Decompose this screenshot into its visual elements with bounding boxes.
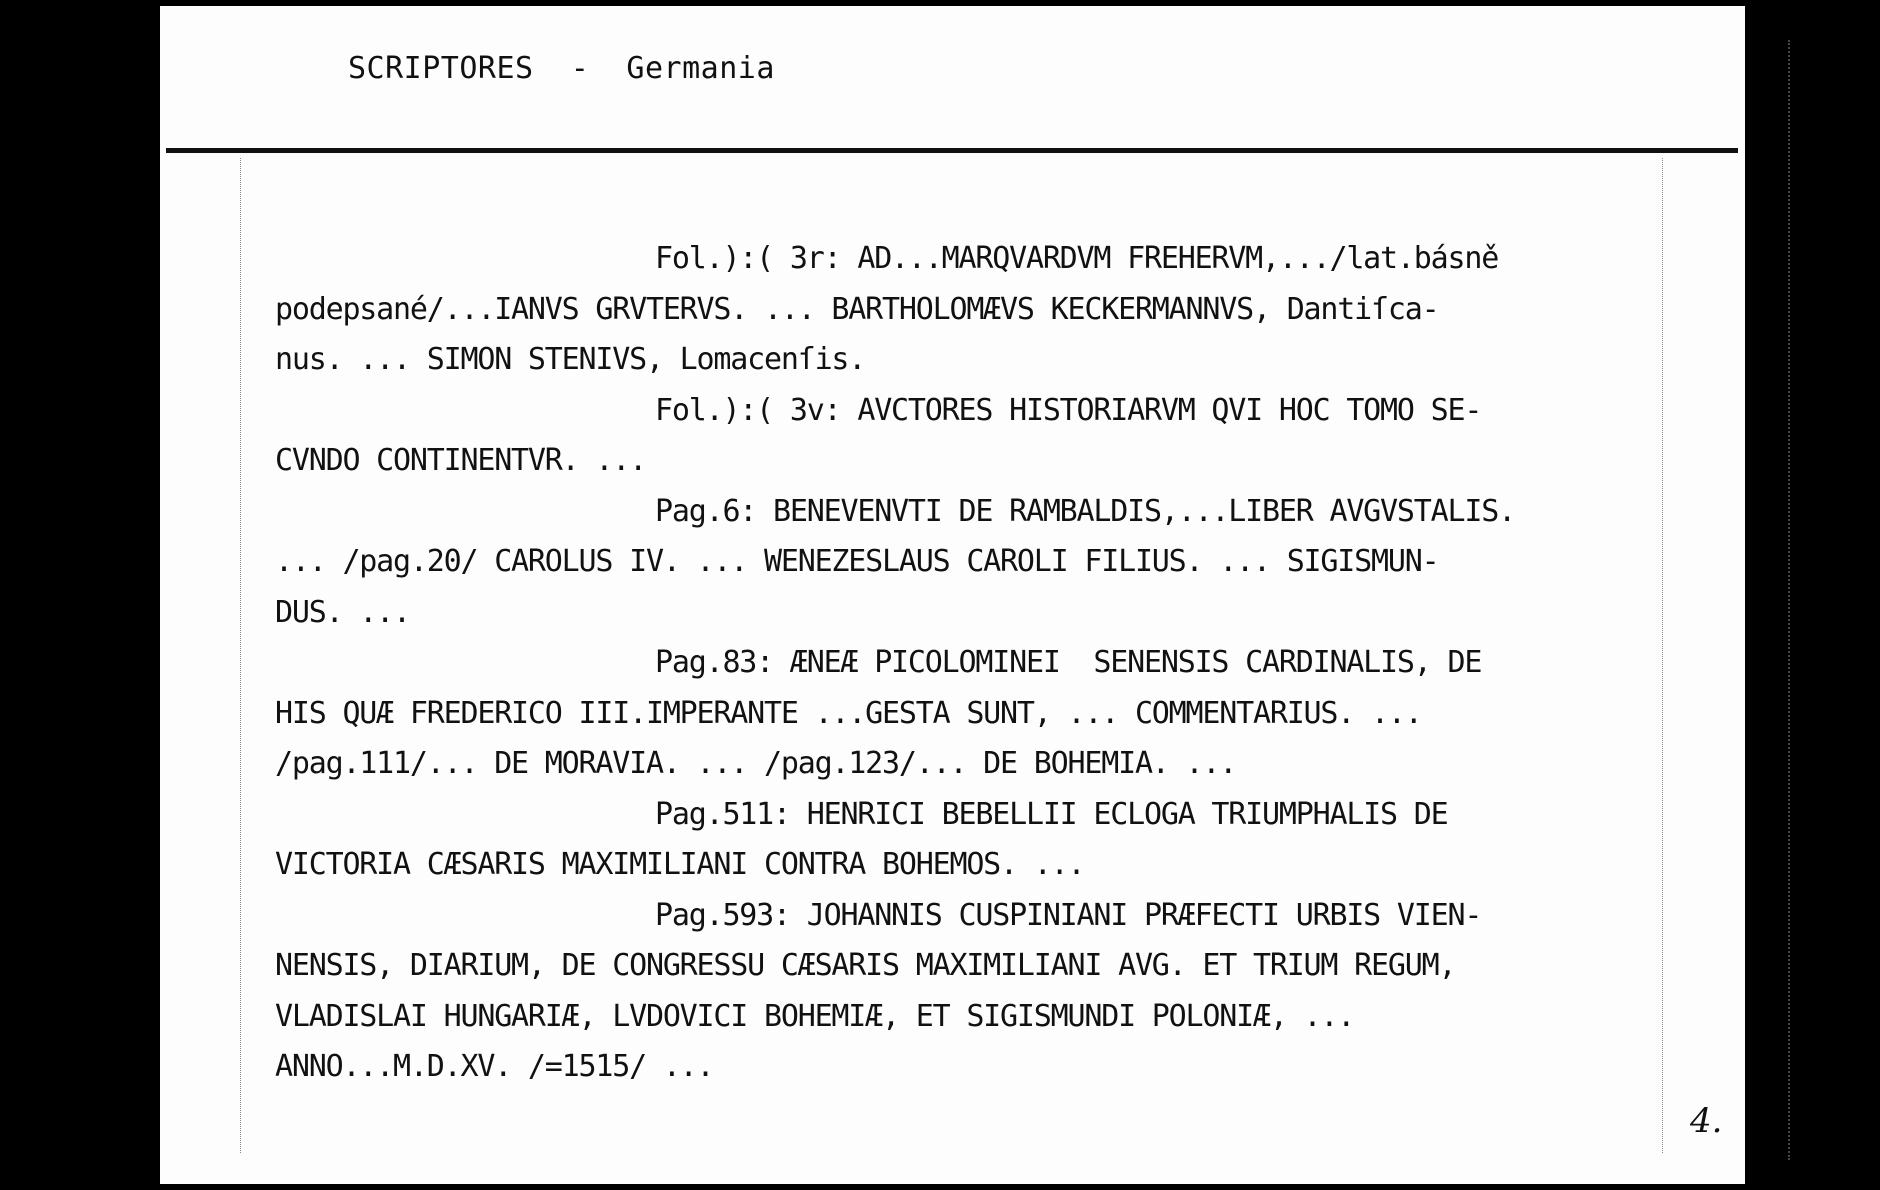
body-line: DUS. ... (275, 594, 410, 630)
body-line: nus. ... SIMON STENIVS, Lomacenſis. (275, 342, 866, 377)
body-line: VLADISLAI HUNGARIÆ, LVDOVICI BOHEMIÆ, ET SIGISMUNDI POLONIÆ, ... (275, 998, 1355, 1034)
handwritten-page-number: 4. (1690, 1101, 1723, 1141)
body-line: ANNO...M.D.XV. /=1515/ ... (275, 1049, 714, 1084)
body-line: Pag.6: BENEVENVTI DE RAMBALDIS,...LIBER AVGVSTALIS. (655, 493, 1515, 529)
card-heading: SCRIPTORES - Germania (348, 51, 775, 86)
body-line: Pag.511: HENRICI BEBELLII ECLOGA TRIUMPHALIS DE (655, 796, 1448, 832)
body-line: podepsané/...IANVS GRVTERVS. ... BARTHOLOMÆVS KECKERMANNVS, Dantiſca- (275, 291, 1439, 327)
heading-rule (166, 148, 1738, 153)
card-body (275, 234, 1650, 1093)
body-line: Pag.83: ÆNEÆ PICOLOMINEI SENENSIS CARDINALIS, DE (655, 645, 1482, 680)
left-margin-line (240, 158, 241, 1153)
body-line: Fol.):( 3v: AVCTORES HISTORIARVM QVI HOC TOMO SE- (655, 392, 1482, 428)
body-line: ... /pag.20/ CAROLUS IV. ... WENEZESLAUS CAROLI FILIUS. ... SIGISMUN- (275, 544, 1439, 579)
body-line: HIS QUÆ FREDERICO III.IMPERANTE ...GESTA SUNT, ... COMMENTARIUS. ... (275, 695, 1422, 731)
index-card (160, 6, 1745, 1184)
body-line: /pag.111/... DE MORAVIA. ... /pag.123/... DE BOHEMIA. ... (275, 746, 1237, 781)
body-line: CVNDO CONTINENTVR. ... (275, 443, 646, 478)
right-margin-line (1662, 158, 1663, 1153)
body-line: Pag.593: JOHANNIS CUSPINIANI PRÆFECTI URBIS VIEN- (655, 897, 1482, 933)
body-line: VICTORIA CÆSARIS MAXIMILIANI CONTRA BOHEMOS. ... (275, 847, 1085, 882)
body-line: NENSIS, DIARIUM, DE CONGRESSU CÆSARIS MAXIMILIANI AVG. ET TRIUM REGUM, (275, 948, 1456, 983)
scan-edge-artifact (1788, 40, 1794, 1160)
body-line: Fol.):( 3r: AD...MARQVARDVM FREHERVM,.../lat.básně (655, 241, 1499, 276)
